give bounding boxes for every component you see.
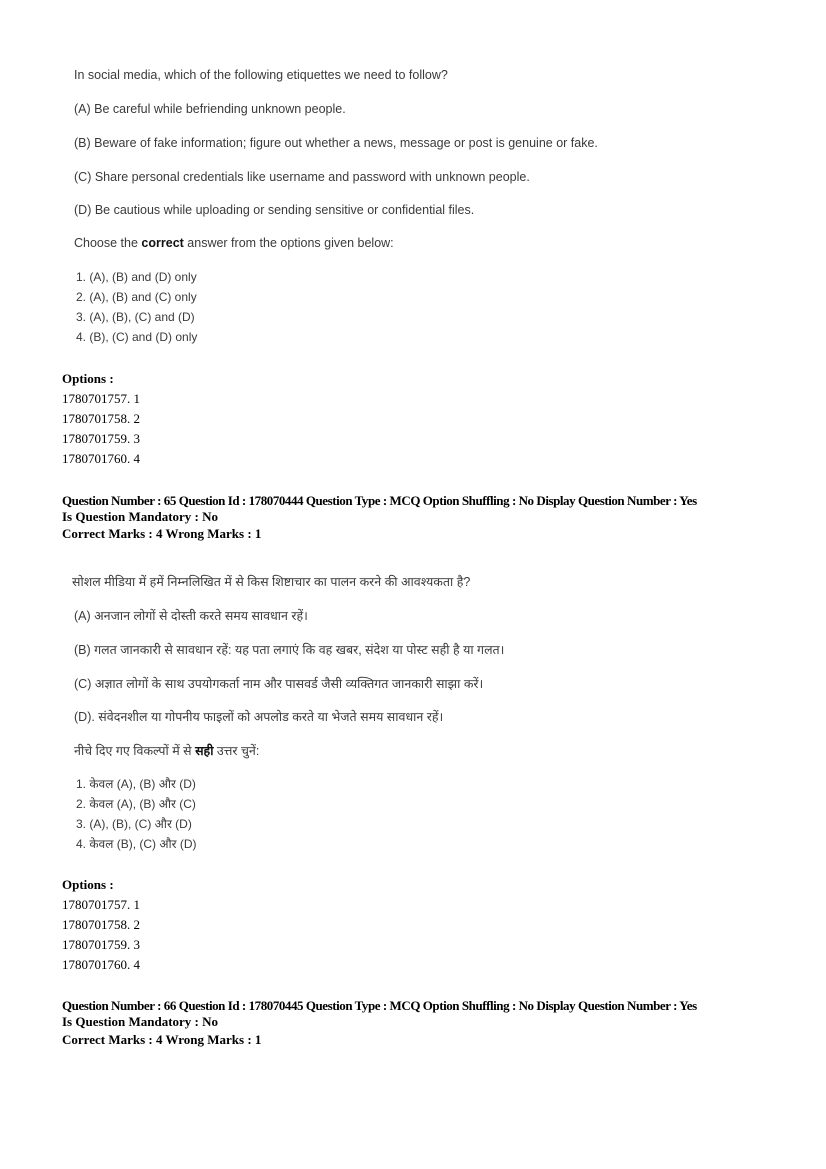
choice-2: 2. (A), (B) and (C) only [76,290,197,304]
mandatory-line: Is Question Mandatory : No [62,509,219,524]
statement-d-hindi: (D). संवेदनशील या गोपनीय फाइलों को अपलोड करते या भेजते समय सावधान रहें। [74,710,444,724]
option-id-3: 1780701759. 3 [62,431,140,446]
options-label: Options : [62,877,114,892]
marks-line: Correct Marks : 4 Wrong Marks : 1 [62,526,262,541]
mandatory-line: Is Question Mandatory : No [62,1014,219,1029]
question-text-hindi: सोशल मीडिया में हमें निम्नलिखित में से किस शिष्टाचार का पालन करने की आवश्यकता है? [72,575,471,589]
choice-4-hindi: 4. केवल (B), (C) और (D) [76,837,197,851]
choice-4: 4. (B), (C) and (D) only [76,330,198,344]
choice-2-hindi: 2. केवल (A), (B) और (C) [76,797,196,811]
options-label: Options : [62,371,114,386]
option-id-1: 1780701757. 1 [62,391,140,406]
statement-b-hindi: (B) गलत जानकारी से सावधान रहें: यह पता लगाएं कि वह खबर, संदेश या पोस्ट सही है या गलत। [74,643,505,657]
question-meta-line: Question Number : 66 Question Id : 178070445 Question Type : MCQ Option Shuffling : No Display Question Number : Yes [62,998,697,1013]
choice-1: 1. (A), (B) and (D) only [76,270,197,284]
statement-c-hindi: (C) अज्ञात लोगों के साथ उपयोगकर्ता नाम और पासवर्ड जैसी व्यक्तिगत जानकारी साझा करें। [74,677,484,691]
choice-3: 3. (A), (B), (C) and (D) [76,310,195,324]
option-id-1: 1780701757. 1 [62,897,140,912]
statement-b: (B) Beware of fake information; figure out whether a news, message or post is genuine or fake. [74,136,598,150]
option-id-2: 1780701758. 2 [62,411,140,426]
option-id-4: 1780701760. 4 [62,451,140,466]
instruction: Choose the correct answer from the options given below: [74,236,394,250]
instruction-hindi: नीचे दिए गए विकल्पों में से सही उत्तर चुनें: [74,744,260,758]
option-id-4: 1780701760. 4 [62,957,140,972]
option-id-3: 1780701759. 3 [62,937,140,952]
statement-c: (C) Share personal credentials like username and password with unknown people. [74,170,530,184]
statement-a: (A) Be careful while befriending unknown people. [74,102,346,116]
question-text: In social media, which of the following etiquettes we need to follow? [74,68,448,82]
marks-line: Correct Marks : 4 Wrong Marks : 1 [62,1032,262,1047]
option-id-2: 1780701758. 2 [62,917,140,932]
choice-1-hindi: 1. केवल (A), (B) और (D) [76,777,196,791]
question-meta-line: Question Number : 65 Question Id : 178070444 Question Type : MCQ Option Shuffling : No Display Question Number : Yes [62,493,697,508]
statement-d: (D) Be cautious while uploading or sending sensitive or confidential files. [74,203,475,217]
choice-3-hindi: 3. (A), (B), (C) और (D) [76,817,192,831]
statement-a-hindi: (A) अनजान लोगों से दोस्ती करते समय सावधान रहें। [74,609,308,623]
